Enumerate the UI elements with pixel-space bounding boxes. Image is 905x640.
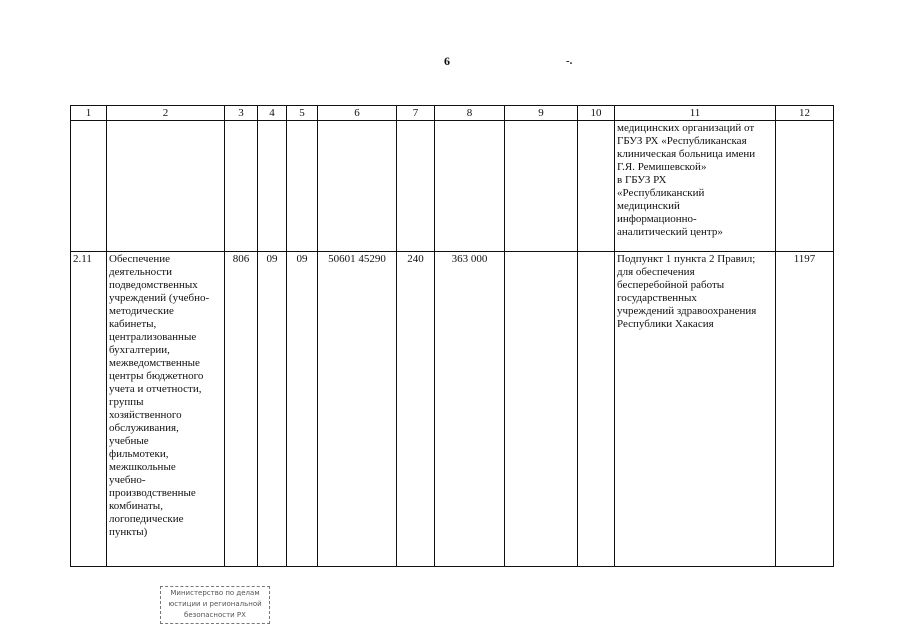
column-header: 1 (71, 106, 107, 121)
column-header: 10 (578, 106, 615, 121)
target-article-cell: 50601 45290 (318, 252, 397, 567)
expense-type-cell: 240 (397, 252, 435, 567)
column-header: 2 (107, 106, 225, 121)
table-cell (578, 121, 615, 252)
column-header: 11 (615, 106, 776, 121)
column-header: 5 (287, 106, 318, 121)
table-cell (578, 252, 615, 567)
column-header: 4 (258, 106, 287, 121)
column-header: 6 (318, 106, 397, 121)
basis-cell: медицинских организаций от ГБУЗ РХ «Республиканская клиническая больница имени Г.Я. Ремишевской» в ГБУЗ РХ «Республиканский медицинский информационно- аналитический центр» (615, 121, 776, 252)
section-cell: 09 (258, 252, 287, 567)
table-cell (107, 121, 225, 252)
header-row (71, 106, 834, 121)
table-cell (318, 121, 397, 252)
item-number-cell: 2.11 (71, 252, 107, 567)
item-description-cell: Обеспечение деятельности подведомственных учреждений (учебно- методические кабинеты, централизованные бухгалтерии, межведомственные центры бюджетного учета и отчетности, группы хозяйственного обслуживания, учебные фильмотеки, межшкольные учебно- производственные комбинаты, логопедические пункты) (107, 252, 225, 567)
table-cell (397, 121, 435, 252)
subsection-cell: 09 (287, 252, 318, 567)
column-header: 7 (397, 106, 435, 121)
scan-mark: -. (566, 55, 573, 67)
page-number: 6 (444, 54, 450, 68)
table-cell (505, 121, 578, 252)
table-cell (258, 121, 287, 252)
table-cell (287, 121, 318, 252)
table-cell (776, 121, 834, 252)
column-header: 3 (225, 106, 258, 121)
column-header: 8 (435, 106, 505, 121)
basis-cell: Подпункт 1 пункта 2 Правил; для обеспечения бесперебойной работы государственных учреждений здравоохранения Республики Хакасия (615, 252, 776, 567)
code-cell: 1197 (776, 252, 834, 567)
column-header: 12 (776, 106, 834, 121)
table-row-2-11 (71, 252, 834, 567)
table-cell (71, 121, 107, 252)
amount-cell: 363 000 (435, 252, 505, 567)
ministry-code-cell: 806 (225, 252, 258, 567)
table-cell (505, 252, 578, 567)
registration-stamp: Министерство по делам юстиции и региональной безопасности РХ (160, 586, 270, 624)
column-header: 9 (505, 106, 578, 121)
table-cell (435, 121, 505, 252)
table-cell (225, 121, 258, 252)
budget-table (70, 105, 834, 567)
table-row-continuation (71, 121, 834, 252)
